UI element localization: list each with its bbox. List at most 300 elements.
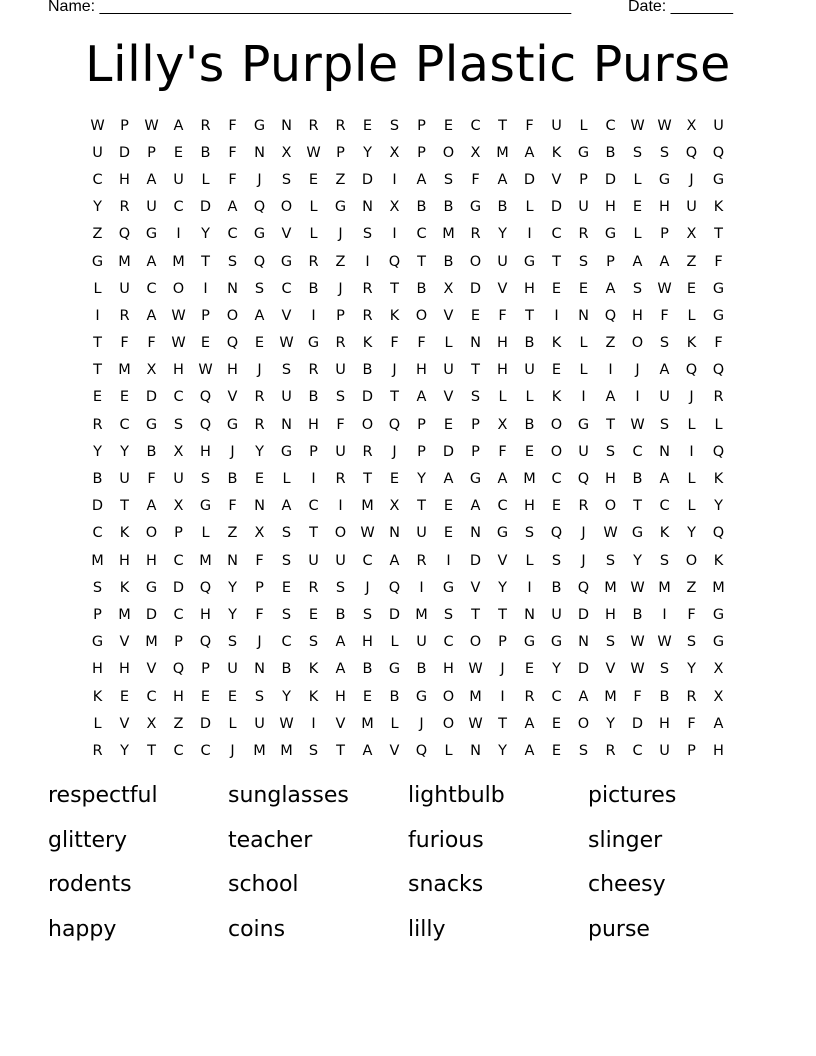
grid-letter: F [417, 335, 426, 352]
grid-letter: W [657, 634, 672, 651]
grid-letter: H [605, 606, 616, 623]
grid-letter: P [417, 144, 426, 161]
grid-letter: P [147, 144, 156, 161]
grid-letter: R [335, 117, 346, 134]
grid-letter: S [227, 253, 238, 270]
grid-row [84, 248, 732, 275]
grid-letter: L [687, 498, 696, 515]
grid-letter: O [361, 416, 374, 433]
grid-letter: I [95, 307, 100, 324]
grid-letter: S [335, 579, 346, 596]
grid-letter: N [254, 498, 265, 515]
grid-letter: S [227, 634, 238, 651]
grid-letter: I [581, 389, 586, 406]
grid-row [84, 221, 732, 248]
grid-letter: D [91, 498, 104, 515]
grid-letter: G [604, 226, 617, 243]
grid-letter: X [686, 226, 697, 243]
grid-letter: Y [93, 199, 102, 216]
grid-letter: O [415, 307, 428, 324]
grid-letter: Z [335, 171, 346, 188]
grid-letter: A [443, 471, 454, 488]
grid-letter: C [497, 498, 508, 515]
grid-row [84, 574, 732, 601]
grid-letter: A [524, 715, 535, 732]
grid-letter: G [280, 253, 293, 270]
grid-letter: U [416, 634, 427, 651]
grid-letter: K [713, 199, 724, 216]
grid-letter: E [443, 416, 454, 433]
grid-letter: P [201, 307, 210, 324]
grid-letter: R [470, 226, 481, 243]
grid-letter: Q [685, 144, 698, 161]
word-list-item: lightbulb [408, 783, 505, 808]
grid-letter: O [226, 307, 239, 324]
grid-letter: S [389, 117, 400, 134]
grid-letter: G [469, 471, 482, 488]
grid-letter: Q [712, 525, 725, 542]
grid-letter: D [469, 280, 482, 297]
grid-letter: B [416, 661, 427, 678]
grid-letter: L [309, 199, 318, 216]
grid-letter: N [578, 634, 589, 651]
grid-letter: E [524, 443, 535, 460]
grid-letter: G [253, 226, 266, 243]
grid-letter: D [577, 661, 590, 678]
grid-letter: P [336, 144, 345, 161]
grid-letter: Q [388, 579, 401, 596]
grid-letter: X [173, 443, 184, 460]
grid-letter: G [469, 199, 482, 216]
grid-letter: O [145, 525, 158, 542]
grid-letter: A [173, 117, 184, 134]
grid-letter: V [443, 307, 454, 324]
grid-letter: C [200, 742, 211, 759]
grid-letter: J [257, 171, 262, 188]
grid-letter: H [119, 661, 130, 678]
grid-letter: L [228, 715, 237, 732]
grid-letter: J [230, 742, 235, 759]
grid-letter: Y [498, 742, 507, 759]
grid-letter: B [308, 389, 319, 406]
grid-letter: R [362, 443, 373, 460]
grid-letter: M [118, 362, 131, 379]
grid-letter: F [120, 335, 129, 352]
grid-letter: B [146, 443, 157, 460]
grid-letter: C [605, 117, 616, 134]
grid-letter: C [551, 688, 562, 705]
grid-letter: W [630, 416, 645, 433]
grid-letter: D [604, 171, 617, 188]
grid-letter: G [226, 416, 239, 433]
grid-letter: N [470, 525, 481, 542]
grid-letter: Q [253, 199, 266, 216]
word-list-item: pictures [588, 783, 677, 808]
grid-letter: V [551, 171, 562, 188]
grid-letter: C [443, 634, 454, 651]
grid-letter: R [524, 688, 535, 705]
grid-letter: C [416, 226, 427, 243]
grid-letter: X [686, 117, 697, 134]
grid-letter: Y [714, 498, 723, 515]
grid-letter: Q [199, 416, 212, 433]
grid-letter: B [443, 199, 454, 216]
grid-letter: O [172, 280, 185, 297]
grid-letter: A [146, 171, 157, 188]
grid-letter: J [392, 362, 397, 379]
grid-letter: G [388, 661, 401, 678]
grid-letter: A [659, 253, 670, 270]
grid-letter: L [525, 389, 534, 406]
grid-letter: I [608, 362, 613, 379]
grid-letter: H [659, 715, 670, 732]
grid-letter: V [146, 661, 157, 678]
grid-letter: F [714, 335, 723, 352]
grid-letter: L [579, 335, 588, 352]
grid-letter: E [551, 742, 562, 759]
grid-letter: W [144, 117, 159, 134]
grid-letter: T [525, 307, 534, 324]
grid-letter: H [443, 661, 454, 678]
grid-letter: U [578, 199, 589, 216]
grid-letter: J [392, 443, 397, 460]
grid-letter: H [713, 742, 724, 759]
grid-letter: M [361, 715, 374, 732]
grid-letter: E [551, 280, 562, 297]
word-list-item: school [228, 872, 299, 897]
grid-letter: G [334, 199, 347, 216]
grid-letter: C [551, 226, 562, 243]
grid-letter: W [90, 117, 105, 134]
grid-letter: I [527, 226, 532, 243]
grid-letter: I [311, 471, 316, 488]
grid-letter: K [92, 688, 103, 705]
grid-letter: D [523, 171, 536, 188]
grid-letter: R [200, 117, 211, 134]
grid-letter: L [390, 715, 399, 732]
grid-letter: X [146, 715, 157, 732]
grid-letter: S [659, 661, 670, 678]
grid-letter: A [335, 634, 346, 651]
grid-letter: L [444, 335, 453, 352]
grid-letter: E [308, 606, 319, 623]
grid-letter: C [173, 552, 184, 569]
grid-letter: H [497, 335, 508, 352]
grid-letter: C [92, 171, 103, 188]
grid-letter: A [632, 253, 643, 270]
grid-letter: M [415, 606, 428, 623]
grid-letter: U [551, 606, 562, 623]
grid-letter: E [173, 144, 184, 161]
grid-letter: F [390, 335, 399, 352]
grid-letter: Y [363, 144, 372, 161]
grid-letter: V [497, 552, 508, 569]
grid-letter: T [390, 389, 399, 406]
grid-letter: H [92, 661, 103, 678]
grid-letter: E [686, 280, 697, 297]
grid-letter: B [416, 280, 427, 297]
grid-letter: S [605, 552, 616, 569]
grid-letter: W [171, 307, 186, 324]
grid-letter: U [497, 253, 508, 270]
grid-letter: O [334, 525, 347, 542]
grid-letter: I [419, 579, 424, 596]
grid-letter: C [119, 416, 130, 433]
grid-letter: Y [633, 552, 642, 569]
grid-letter: M [523, 471, 536, 488]
grid-letter: A [713, 715, 724, 732]
grid-letter: K [308, 661, 319, 678]
grid-letter: L [390, 634, 399, 651]
grid-letter: O [469, 634, 482, 651]
grid-letter: T [201, 253, 210, 270]
grid-letter: Y [255, 443, 264, 460]
grid-letter: Q [199, 389, 212, 406]
grid-letter: Q [199, 579, 212, 596]
grid-letter: A [605, 389, 616, 406]
grid-letter: F [471, 171, 480, 188]
grid-letter: H [524, 280, 535, 297]
grid-letter: U [713, 117, 724, 134]
grid-letter: B [632, 606, 643, 623]
grid-letter: L [687, 416, 696, 433]
grid-letter: P [174, 634, 183, 651]
grid-letter: V [470, 579, 481, 596]
grid-letter: T [606, 416, 615, 433]
grid-letter: D [361, 389, 374, 406]
grid-letter: V [119, 634, 130, 651]
grid-letter: U [416, 525, 427, 542]
grid-letter: U [524, 362, 535, 379]
grid-letter: S [335, 389, 346, 406]
grid-letter: L [633, 226, 642, 243]
grid-letter: S [281, 525, 292, 542]
grid-letter: N [659, 443, 670, 460]
grid-letter: L [687, 471, 696, 488]
grid-letter: Y [498, 579, 507, 596]
grid-letter: Q [199, 634, 212, 651]
grid-letter: Z [227, 525, 238, 542]
grid-letter: N [254, 661, 265, 678]
grid-letter: F [255, 606, 264, 623]
grid-letter: Z [335, 253, 346, 270]
word-list-item: snacks [408, 872, 484, 897]
grid-letter: Q [577, 471, 590, 488]
grid-letter: B [389, 688, 400, 705]
grid-letter: B [551, 579, 562, 596]
grid-letter: Y [120, 742, 129, 759]
grid-letter: G [415, 688, 428, 705]
grid-letter: Q [118, 226, 131, 243]
word-list-item: cheesy [588, 872, 666, 897]
grid-letter: E [551, 362, 562, 379]
grid-letter: A [416, 389, 427, 406]
grid-letter: C [632, 742, 643, 759]
grid-letter: S [605, 634, 616, 651]
grid-letter: X [713, 661, 724, 678]
grid-letter: N [362, 199, 373, 216]
grid-letter: F [228, 498, 237, 515]
grid-letter: K [659, 525, 670, 542]
grid-letter: N [578, 307, 589, 324]
grid-letter: C [281, 634, 292, 651]
grid-letter: B [524, 416, 535, 433]
grid-letter: G [712, 634, 725, 651]
grid-letter: A [146, 498, 157, 515]
grid-letter: A [362, 742, 373, 759]
grid-letter: G [307, 335, 320, 352]
grid-letter: G [658, 171, 671, 188]
grid-letter: R [605, 742, 616, 759]
grid-letter: A [497, 471, 508, 488]
grid-letter: Y [228, 579, 237, 596]
grid-letter: M [712, 579, 725, 596]
grid-letter: B [632, 471, 643, 488]
grid-letter: K [551, 335, 562, 352]
grid-letter: L [525, 199, 534, 216]
grid-letter: B [92, 471, 103, 488]
grid-letter: V [605, 661, 616, 678]
grid-letter: F [255, 552, 264, 569]
grid-row [84, 384, 732, 411]
grid-letter: E [632, 199, 643, 216]
grid-letter: P [336, 307, 345, 324]
grid-letter: P [174, 525, 183, 542]
grid-letter: O [442, 688, 455, 705]
grid-letter: J [257, 634, 262, 651]
grid-letter: B [605, 144, 616, 161]
grid-letter: L [579, 117, 588, 134]
grid-letter: L [525, 552, 534, 569]
grid-letter: E [362, 117, 373, 134]
grid-letter: W [279, 335, 294, 352]
grid-letter: N [470, 335, 481, 352]
grid-letter: B [497, 199, 508, 216]
grid-letter: S [605, 443, 616, 460]
grid-letter: S [443, 171, 454, 188]
grid-letter: Q [388, 253, 401, 270]
grid-letter: H [308, 416, 319, 433]
grid-letter: O [442, 715, 455, 732]
grid-letter: K [362, 335, 373, 352]
grid-letter: M [361, 498, 374, 515]
grid-letter: F [498, 307, 507, 324]
grid-letter: T [471, 362, 480, 379]
grid-letter: S [686, 634, 697, 651]
grid-letter: X [470, 144, 481, 161]
grid-letter: A [524, 144, 535, 161]
grid-letter: V [281, 307, 292, 324]
grid-letter: S [524, 525, 535, 542]
grid-letter: F [147, 335, 156, 352]
grid-letter: C [308, 498, 319, 515]
grid-letter: S [578, 742, 589, 759]
grid-letter: B [659, 688, 670, 705]
grid-letter: A [227, 199, 238, 216]
grid-letter: Q [712, 443, 725, 460]
grid-letter: H [632, 307, 643, 324]
grid-letter: J [419, 715, 424, 732]
grid-letter: C [281, 280, 292, 297]
grid-letter: Y [498, 226, 507, 243]
grid-letter: M [91, 552, 104, 569]
grid-letter: W [468, 715, 483, 732]
grid-letter: G [712, 280, 725, 297]
grid-letter: M [604, 579, 617, 596]
grid-letter: N [227, 280, 238, 297]
grid-letter: E [92, 389, 103, 406]
grid-row [84, 601, 732, 628]
grid-letter: E [254, 471, 265, 488]
grid-letter: F [714, 253, 723, 270]
grid-letter: L [93, 280, 102, 297]
grid-letter: G [145, 416, 158, 433]
grid-letter: X [389, 199, 400, 216]
grid-letter: R [308, 253, 319, 270]
grid-letter: T [552, 253, 561, 270]
grid-letter: L [309, 226, 318, 243]
grid-letter: U [119, 280, 130, 297]
grid-letter: A [416, 171, 427, 188]
grid-letter: F [228, 171, 237, 188]
grid-letter: A [524, 742, 535, 759]
grid-letter: V [335, 715, 346, 732]
grid-letter: C [92, 525, 103, 542]
grid-letter: F [687, 606, 696, 623]
grid-letter: D [361, 171, 374, 188]
grid-letter: Y [552, 661, 561, 678]
grid-row [84, 411, 732, 438]
grid-letter: T [417, 253, 426, 270]
grid-letter: S [254, 688, 265, 705]
grid-letter: S [551, 552, 562, 569]
grid-letter: W [198, 362, 213, 379]
grid-letter: O [550, 443, 563, 460]
grid-letter: I [392, 171, 397, 188]
grid-letter: D [469, 552, 482, 569]
grid-letter: M [118, 606, 131, 623]
grid-letter: J [500, 661, 505, 678]
grid-letter: D [631, 715, 644, 732]
grid-letter: X [389, 498, 400, 515]
grid-letter: G [145, 579, 158, 596]
grid-letter: C [146, 688, 157, 705]
grid-letter: O [550, 416, 563, 433]
grid-letter: E [119, 389, 130, 406]
grid-letter: U [659, 742, 670, 759]
grid-letter: S [659, 416, 670, 433]
grid-letter: Y [417, 471, 426, 488]
grid-letter: B [281, 661, 292, 678]
grid-letter: B [227, 471, 238, 488]
grid-letter: C [362, 552, 373, 569]
grid-letter: P [471, 443, 480, 460]
grid-letter: G [550, 634, 563, 651]
grid-row [84, 683, 732, 710]
grid-letter: G [577, 416, 590, 433]
grid-letter: A [146, 253, 157, 270]
grid-letter: K [551, 144, 562, 161]
grid-letter: U [335, 552, 346, 569]
grid-row [84, 357, 732, 384]
grid-letter: T [633, 498, 642, 515]
grid-letter: Z [92, 226, 103, 243]
grid-letter: N [281, 416, 292, 433]
grid-letter: G [199, 498, 212, 515]
grid-letter: Y [687, 525, 696, 542]
word-list-item: respectful [48, 783, 158, 808]
grid-letter: W [630, 661, 645, 678]
